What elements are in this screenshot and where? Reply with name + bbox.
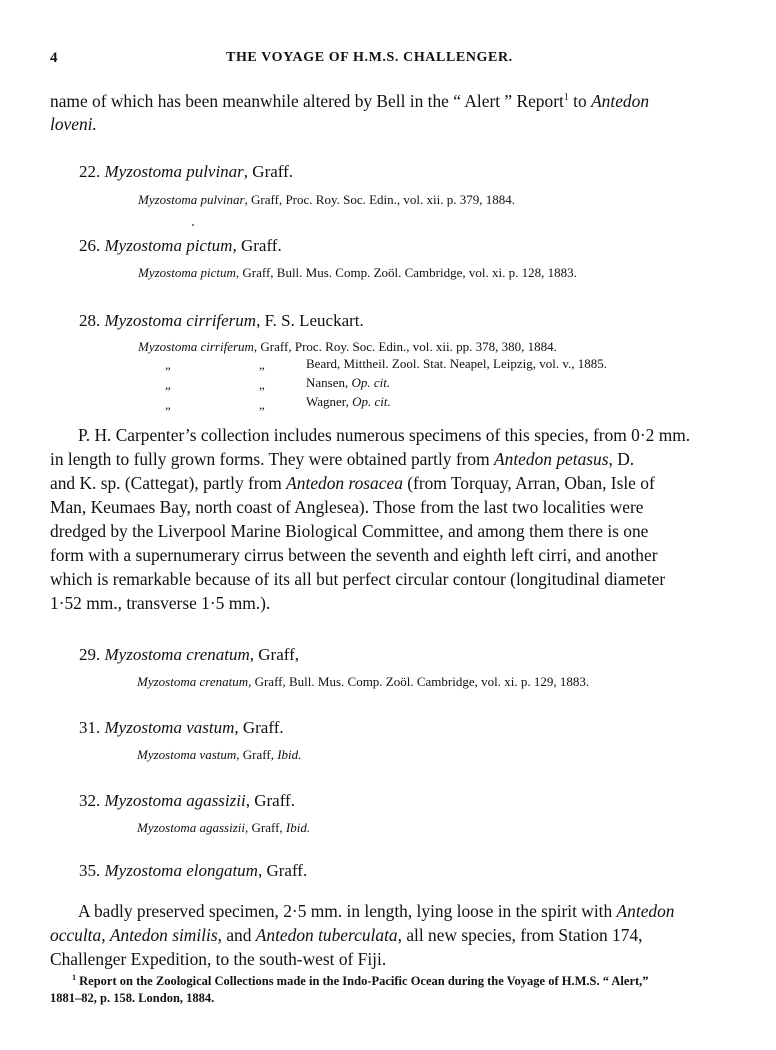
intro-line-1: name of which has been meanwhile altered by Bell in the “ Alert ” Report$^1$ to Antedon	[50, 90, 650, 111]
stray-mark	[192, 224, 194, 226]
species-heading: 31. Myzostoma vastum, Graff.	[79, 718, 284, 737]
species-reference: Nansen, Op. cit.	[306, 375, 391, 390]
species-heading: 26. Myzostoma pictum, Graff.	[79, 236, 282, 255]
footnote-line-1: $^1$ Report on the Zoological Collections made in the Indo-Pacific Ocean during the Voyage of H.M.S. “ Alert,”	[72, 973, 649, 989]
page-number: 4	[50, 50, 58, 66]
ditto-mark: „	[259, 377, 265, 392]
body-line: 1·52 mm., transverse 1·5 mm.).	[50, 593, 271, 613]
body-line: which is remarkable because of its all but perfect circular contour (longitudinal diameter	[50, 569, 666, 589]
body-line: dredged by the Liverpool Marine Biological Committee, and among them there is one	[50, 521, 649, 541]
species-heading: 29. Myzostoma crenatum, Graff,	[79, 645, 300, 664]
ditto-mark: „	[259, 357, 265, 372]
species-reference: Myzostoma pictum, Graff, Bull. Mus. Comp. Zoöl. Cambridge, vol. xi. p. 128, 1883.	[138, 265, 577, 280]
species-heading: 28. Myzostoma cirriferum, F. S. Leuckart.	[79, 311, 364, 330]
ditto-mark: „	[165, 357, 171, 372]
intro-line-2: loveni.	[50, 114, 97, 134]
species-reference: Myzostoma crenatum, Graff, Bull. Mus. Comp. Zoöl. Cambridge, vol. xi. p. 129, 1883.	[137, 674, 590, 689]
body-line: A badly preserved specimen, 2·5 mm. in length, lying loose in the spirit with Antedon	[78, 901, 675, 921]
body-line: occulta, Antedon similis, and Antedon tuberculata, all new species, from Station 174,	[50, 925, 643, 945]
species-reference: Myzostoma vastum, Graff, Ibid.	[137, 747, 302, 762]
species-reference: Wagner, Op. cit.	[306, 394, 391, 409]
ditto-mark: „	[165, 397, 171, 412]
ditto-mark: „	[259, 397, 265, 412]
species-reference: Myzostoma pulvinar, Graff, Proc. Roy. Soc. Edin., vol. xii. p. 379, 1884.	[138, 192, 515, 207]
body-line: in length to fully grown forms. They were obtained partly from Antedon petasus, D.	[50, 449, 635, 469]
body-line: P. H. Carpenter’s collection includes numerous specimens of this species, from 0·2 mm.	[78, 425, 691, 445]
species-reference: Myzostoma cirriferum, Graff, Proc. Roy. Soc. Edin., vol. xii. pp. 378, 380, 1884.	[138, 339, 557, 354]
species-heading: 22. Myzostoma pulvinar, Graff.	[79, 162, 294, 181]
body-line: form with a supernumerary cirrus between the seventh and eighth left cirri, and another	[50, 545, 658, 565]
running-title: THE VOYAGE OF H.M.S. CHALLENGER.	[226, 50, 513, 65]
species-heading: 32. Myzostoma agassizii, Graff.	[79, 791, 295, 810]
ditto-mark: „	[165, 377, 171, 392]
footnote-ref: 1	[563, 92, 569, 103]
footnote-line-2: 1881–82, p. 158. London, 1884.	[50, 991, 215, 1005]
body-line: and K. sp. (Cattegat), partly from Antedon rosacea (from Torquay, Arran, Oban, Isle of	[50, 473, 655, 493]
body-line: Challenger Expedition, to the south-west of Fiji.	[50, 949, 387, 969]
species-reference: Beard, Mittheil. Zool. Stat. Neapel, Leipzig, vol. v., 1885.	[306, 356, 607, 371]
species-heading: 35. Myzostoma elongatum, Graff.	[79, 861, 308, 880]
species-reference: Myzostoma agassizii, Graff, Ibid.	[137, 820, 311, 835]
body-line: Man, Keumaes Bay, north coast of Anglesea). Those from the last two localities were	[50, 497, 644, 517]
